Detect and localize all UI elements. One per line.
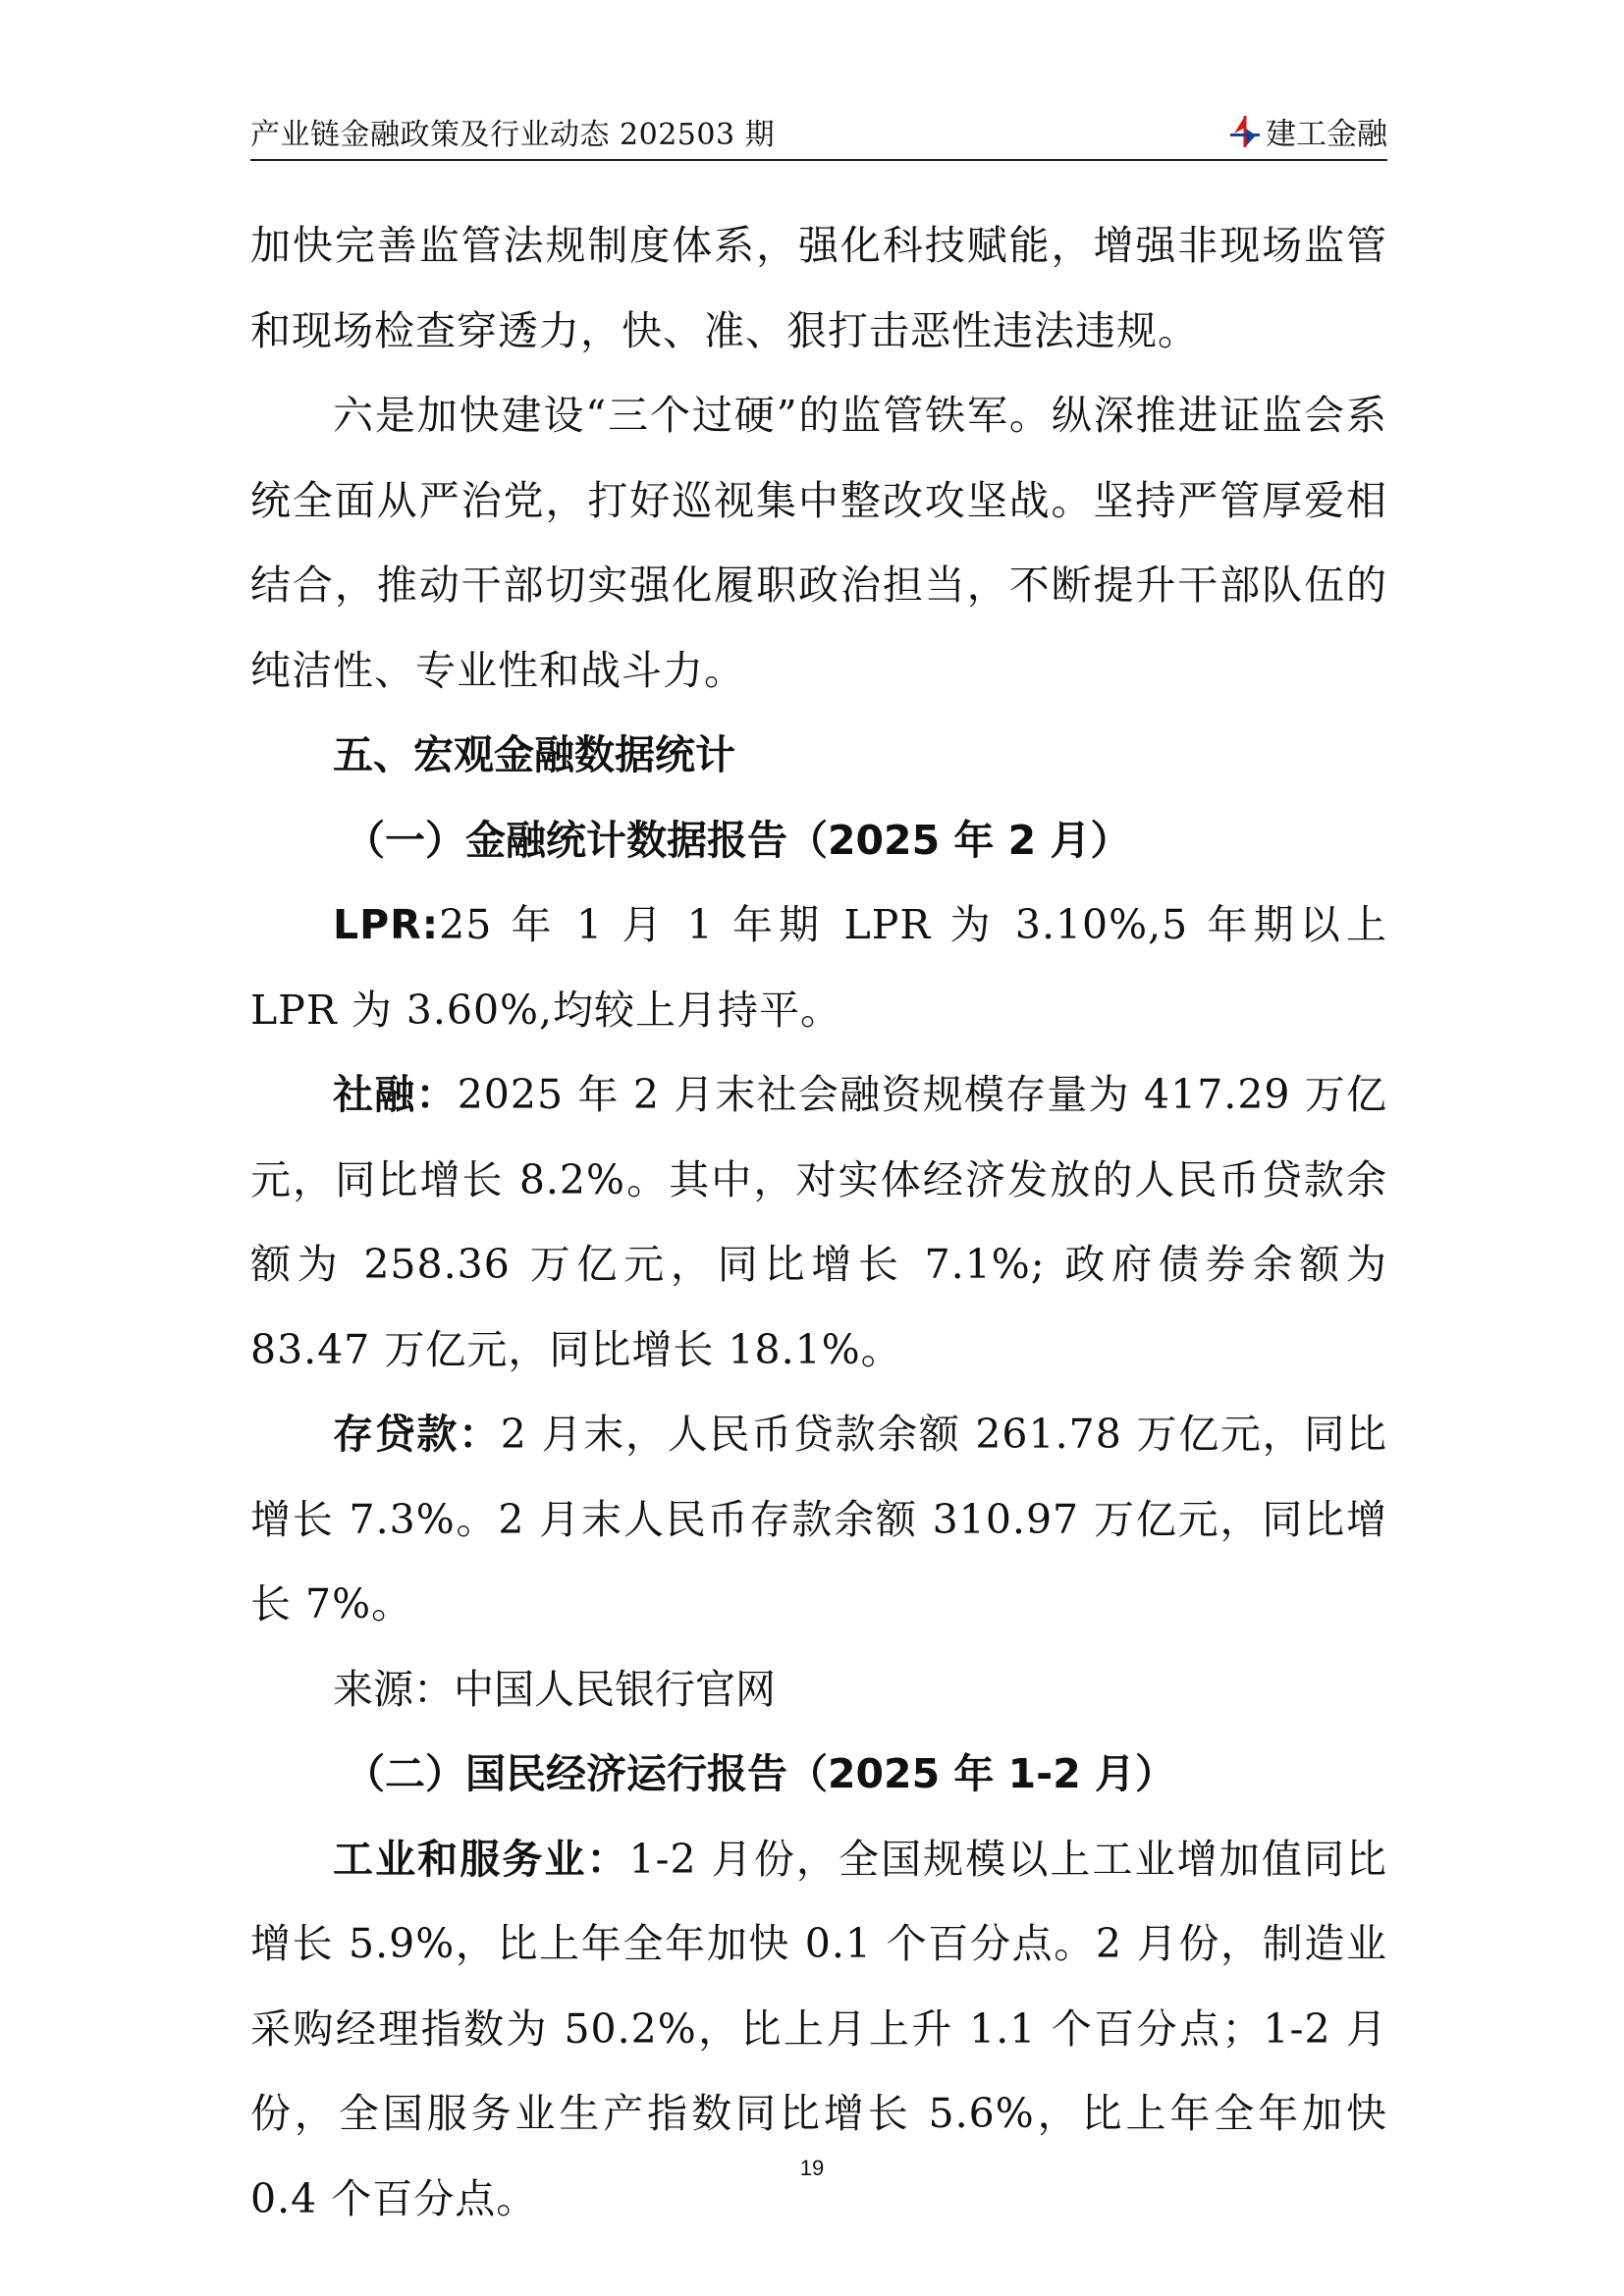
deposits-loans-text: 2 月末，人民币贷款余额 261.78 万亿元，同比增长 7.3%。2 月末人民币存款余额 310.97 万亿元，同比增长 7%。 bbox=[250, 1411, 1387, 1628]
brand-name: 建工金融 bbox=[1266, 117, 1387, 152]
section-title: 五、宏观金融数据统计 bbox=[333, 731, 735, 778]
page-number: 19 bbox=[799, 2156, 825, 2180]
deposits-loans-paragraph bbox=[250, 1392, 1387, 1647]
subsection-title-economy: （二）国民经济运行报告（2025 年 1-2 月） bbox=[345, 1750, 1176, 1797]
lpr-paragraph bbox=[250, 882, 1387, 1052]
social-financing-paragraph bbox=[250, 1052, 1387, 1392]
social-financing-text: 2025 年 2 月末社会融资规模存量为 417.29 万亿元，同比增长 8.2%。其中，对实体经济发放的人民币贷款余额为 258.36 万亿元，同比增长 7.1%; 政府债券余额为 83.47 万亿元，同比增长 18.1%。 bbox=[250, 1071, 1388, 1373]
source-note: 来源：中国人民银行官网 bbox=[333, 1665, 776, 1713]
deposits-loans-label: 存贷款： bbox=[333, 1411, 501, 1458]
subsection-title-financial-stats: （一）金融统计数据报告（2025 年 2 月） bbox=[345, 816, 1131, 864]
company-logo-icon bbox=[1228, 114, 1262, 149]
industry-services-label: 工业和服务业： bbox=[333, 1835, 629, 1883]
lpr-text: 25 年 1 月 1 年期 LPR 为 3.10%,5 年期以上 LPR 为 3.60%,均较上月持平。 bbox=[250, 901, 1387, 1034]
lpr-label: LPR: bbox=[333, 901, 440, 948]
header-title: 产业链金融政策及行业动态 202503 期 bbox=[250, 118, 776, 152]
point-six-paragraph: 六是加快建设“三个过硬”的监管铁军。纵深推进证监会系统全面从严治党，打好巡视集中整改攻坚战。坚持严管厚爱相结合，推动干部切实强化履职政治担当，不断提升干部队伍的纯洁性、专业性和战斗力。 bbox=[250, 392, 1387, 694]
page-header bbox=[250, 110, 1387, 161]
social-financing-label: 社融： bbox=[333, 1071, 458, 1118]
document-body bbox=[250, 203, 1387, 2241]
intro-paragraph: 加快完善监管法规制度体系，强化科技赋能，增强非现场监管和现场检查穿透力，快、准、狠打击恶性违法违规。 bbox=[250, 222, 1387, 354]
industry-services-text: 1-2 月份，全国规模以上工业增加值同比增长 5.9%，比上年全年加快 0.1 个百分点。2 月份，制造业采购经理指数为 50.2%，比上月上升 1.1 个百分点；1-2 月份，全国服务业生产指数同比增长 5.6%，比上年全年加快 0.4 个百分点。 bbox=[250, 1835, 1387, 2222]
header-brand bbox=[1228, 109, 1387, 153]
